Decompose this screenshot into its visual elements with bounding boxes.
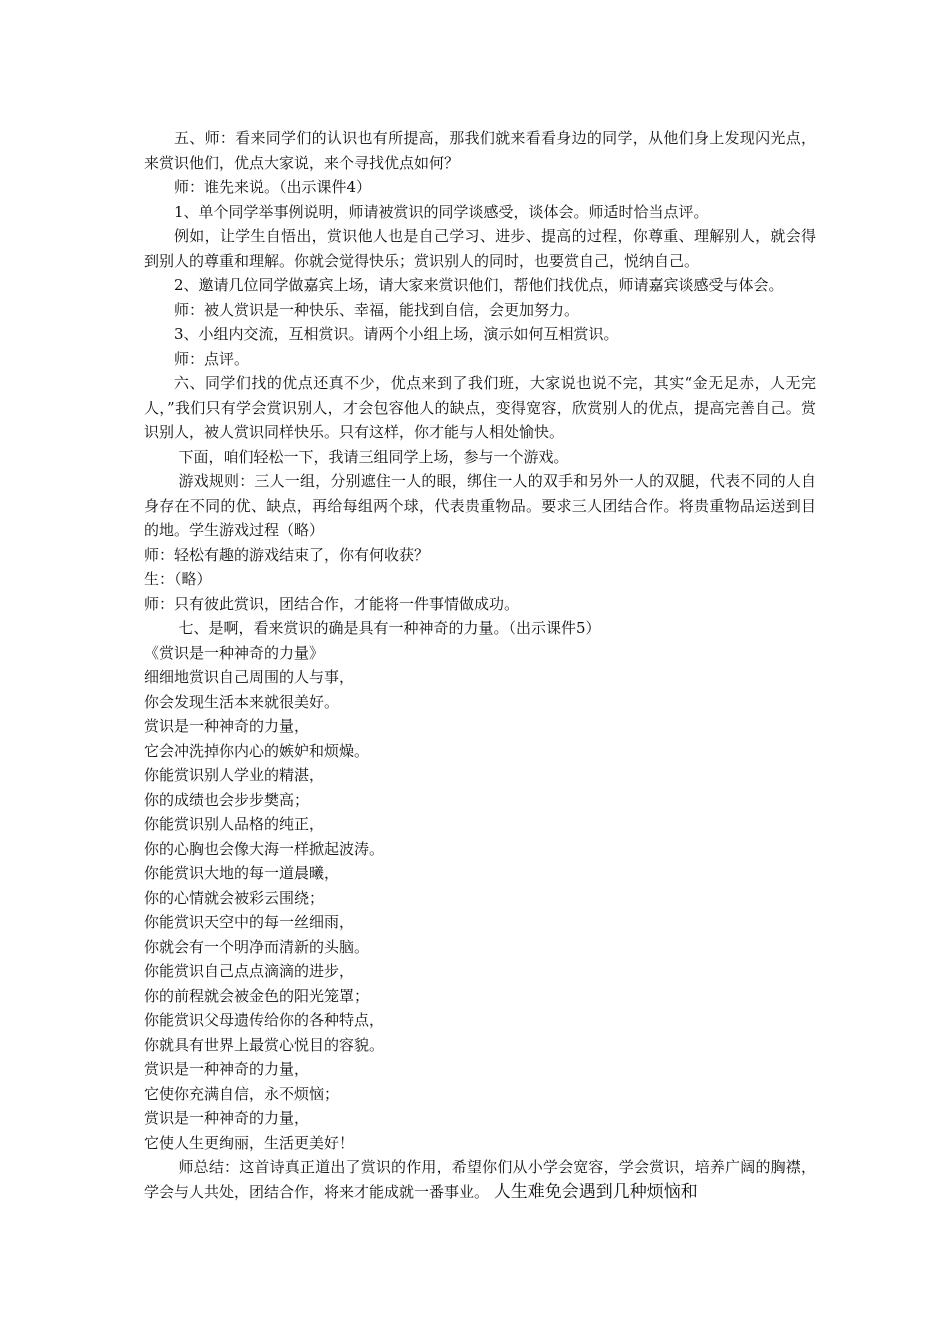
paragraph: 2、邀请几位同学做嘉宾上场，请大家来赏识他们，帮他们找优点，师请嘉宾谈感受与体会。 (174, 276, 784, 294)
paragraph: 七、是啊，看来赏识的确是具有一种神奇的力量。（出示课件5） (178, 619, 601, 637)
paragraph: 赏识是一种神奇的力量， (144, 1060, 310, 1078)
paragraph: 下面，咱们轻松一下，我请三组同学上场，参与一个游戏。 (178, 447, 569, 466)
paragraph: 你的成绩也会步步樊高； (144, 790, 310, 809)
paragraph: 你能赏识天空中的每一丝细雨， (144, 913, 355, 931)
paragraph: 例如，让学生自悟出，赏识他人也是自己学习、进步、提高的过程，你尊重、理解别人，就会得到别人的尊重和理解。你就会觉得快乐；赏识别人的同时，也要赏自己，悦纳自己。 (144, 227, 816, 270)
paragraph: 它使你充满自信，永不烦恼； (144, 1084, 340, 1103)
final-tail-text: 人生难免会遇到几种烦恼和 (493, 1181, 698, 1202)
paragraph: 你能赏识别人学业的精湛， (144, 766, 325, 784)
paragraph: 师：被人赏识是一种快乐、幸福，能找到自信，会更加努力。 (174, 300, 580, 319)
paragraph: 六、同学们找的优点还真不少，优点来到了我们班，大家说也说不完，其实“金无足赤，人无完人，”我们只有学会赏识别人，才会包容他人的缺点，变得宽容，欣赏别人的优点，提高完善自己。赏识别人，被人赏识同样快乐。只有这样，你才能与人相处愉快。 (144, 374, 816, 441)
paragraph: 你的心情就会被彩云围绕； (144, 888, 325, 907)
paragraph: 赏识是一种神奇的力量， (144, 717, 310, 735)
paragraph: 师：点评。 (174, 349, 250, 368)
paragraph: 师：轻松有趣的游戏结束了，你有何收获？ (144, 545, 430, 564)
paragraph: 它使人生更绚丽，生活更美好！ (144, 1133, 355, 1152)
paragraph: 游戏规则：三人一组，分别遮住一人的眼，绑住一人的双手和另外一人的双腿，代表不同的人自身存在不同的优、缺点，再给每组两个球，代表贵重物品。要求三人团结合作。将贵重物品运送到目的地。学生游戏过程（略） (144, 472, 816, 539)
paragraph: 你能赏识别人品格的纯正， (144, 815, 325, 833)
paragraph: 《赏识是一种神奇的力量》 (144, 643, 325, 662)
paragraph: 你的心胸也会像大海一样掀起波涛。 (144, 839, 385, 858)
paragraph: 你会发现生活本来就很美好。 (144, 692, 340, 711)
paragraph: 你能赏识大地的每一道晨曦， (144, 864, 340, 882)
paragraph: 师：只有彼此赏识，团结合作，才能将一件事情做成功。 (144, 594, 520, 613)
paragraph: 你就具有世界上最赏心悦目的容貌。 (144, 1035, 385, 1054)
paragraph: 赏识是一种神奇的力量， (144, 1109, 310, 1127)
paragraph: 你能赏识自己点点滴滴的进步， (144, 962, 355, 980)
paragraph: 细细地赏识自己周围的人与事， (144, 668, 355, 686)
final-summary-text: 师总结：这首诗真正道出了赏识的作用，希望你们从小学会宽容，学会赏识，培养广阔的胸襟，学会与人共处，团结合作，将来才能成就一番事业。 (144, 1158, 816, 1201)
paragraph: 你的前程就会被金色的阳光笼罩； (144, 986, 370, 1005)
paragraph: 你就会有一个明净而清新的头脑。 (144, 937, 370, 956)
paragraph: 它会冲洗掉你内心的嫉妒和烦燥。 (144, 741, 370, 760)
paragraph: 五、师：看来同学们的认识也有所提高，那我们就来看看身边的同学，从他们身上发现闪光点，来赏识他们，优点大家说，来个寻找优点如何？ (144, 129, 816, 172)
paragraph: 1、单个同学举事例说明，师请被赏识的同学谈感受，谈体会。师适时恰当点评。 (174, 202, 709, 221)
paragraph: 你能赏识父母遗传给你的各种特点， (144, 1011, 385, 1029)
document-page (144, 126, 816, 1204)
final-paragraph (144, 1155, 816, 1204)
paragraph: 生：（略） (144, 570, 212, 588)
paragraph: 师：谁先来说。（出示课件4） (174, 178, 372, 196)
paragraph: 3、小组内交流，互相赏识。请两个小组上场，演示如何互相赏识。 (174, 325, 619, 343)
